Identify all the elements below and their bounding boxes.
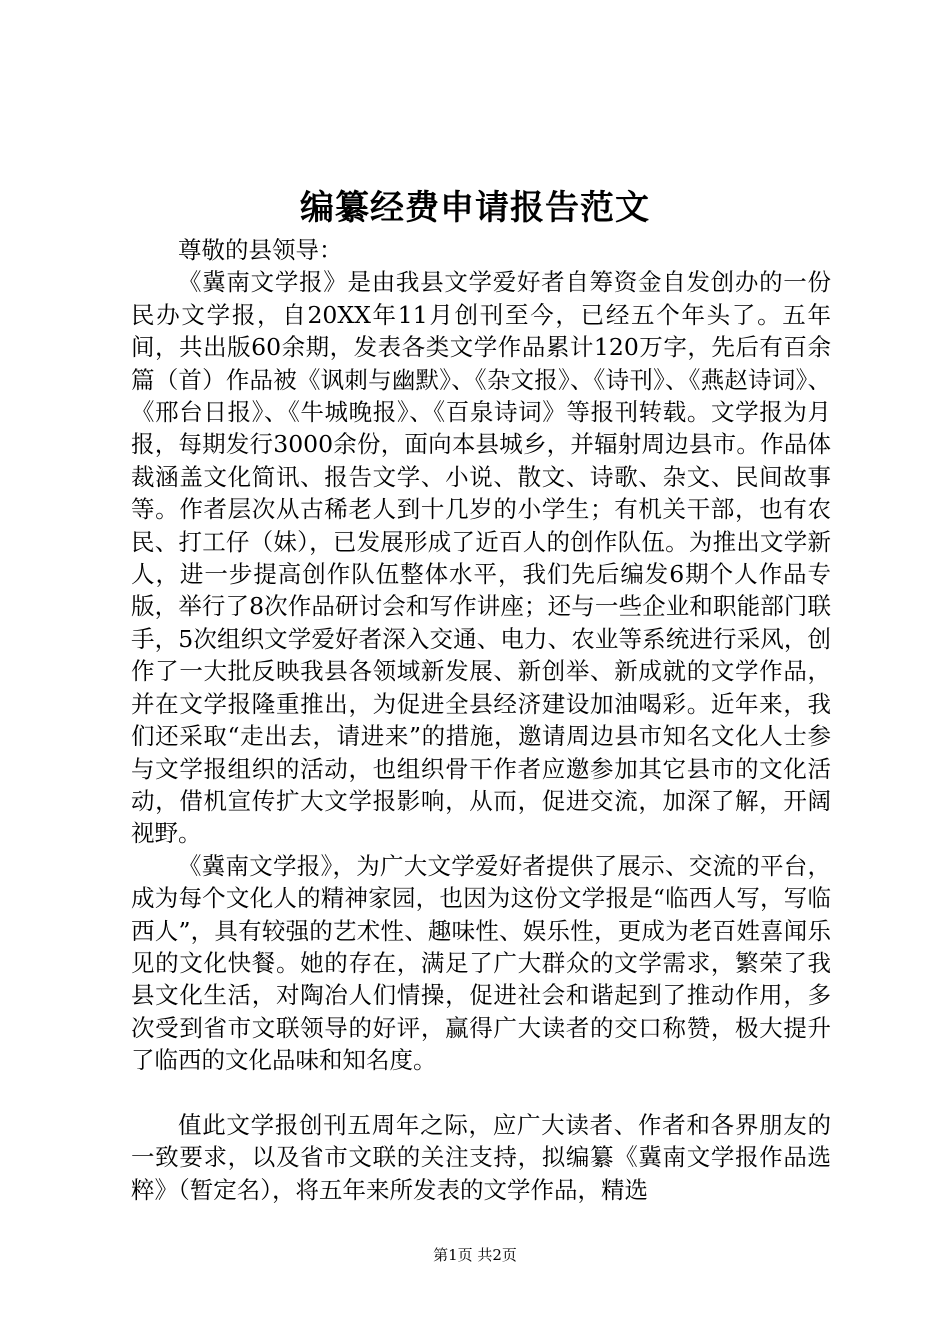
- document-body: [131, 234, 831, 1206]
- salutation: 尊敬的县领导：: [178, 236, 343, 264]
- paragraph-1: 《冀南文学报》是由我县文学爱好者自筹资金自发创办的一份民办文学报，自20XX年11月创刊至今，已经五个年头了。五年间，共出版60余期，发表各类文学作品累计120万字，先后有百余篇（首）作品被《讽刺与幽默》、《杂文报》、《诗刊》、《燕赵诗词》、《邢台日报》、《牛城晚报》、《百泉诗词》等报刊转载。文学报为月报，每期发行3000余份，面向本县城乡，并辐射周边县市。作品体裁涵盖文化简讯、报告文学、小说、散文、诗歌、杂文、民间故事等。作者层次从古稀老人到十几岁的小学生；有机关干部，也有农民、打工仔（妹），已发展形成了近百人的创作队伍。为推出文学新人，进一步提高创作队伍整体水平，我们先后编发6期个人作品专版，举行了8次作品研讨会和写作讲座；还与一些企业和职能部门联手，5次组织文学爱好者深入交通、电力、农业等系统进行采风，创作了一大批反映我县各领域新发展、新创举、新成就的文学作品，并在文学报隆重推出，为促进全县经济建设加油喝彩。近年来，我们还采取“走出去，请进来”的措施，邀请周边县市知名文化人士参与文学报组织的活动，也组织骨干作者应邀参加其它县市的文化活动，借机宣传扩大文学报影响，从而，促进交流，加深了解，开阔视野。: [131, 268, 831, 848]
- page-number-footer: 第1页 共2页: [433, 1246, 517, 1264]
- paragraph-3: 值此文学报创刊五周年之际，应广大读者、作者和各界朋友的一致要求，以及省市文联的关注支持，拟编纂《冀南文学报作品选粹》（暂定名），将五年来所发表的文学作品，精选: [131, 1110, 831, 1204]
- paragraph-2: 《冀南文学报》，为广大文学爱好者提供了展示、交流的平台，成为每个文化人的精神家园，也因为这份文学报是“临西人写，写临西人”，具有较强的艺术性、趣味性、娱乐性，更成为老百姓喜闻乐见的文化快餐。她的存在，满足了广大群众的文学需求，繁荣了我县文化生活，对陶冶人们情操，促进社会和谐起到了推动作用，多次受到省市文联领导的好评，赢得广大读者的交口称赞，极大提升了临西的文化品味和知名度。: [131, 851, 831, 1075]
- document-title: 编纂经费申请报告范文: [300, 188, 650, 228]
